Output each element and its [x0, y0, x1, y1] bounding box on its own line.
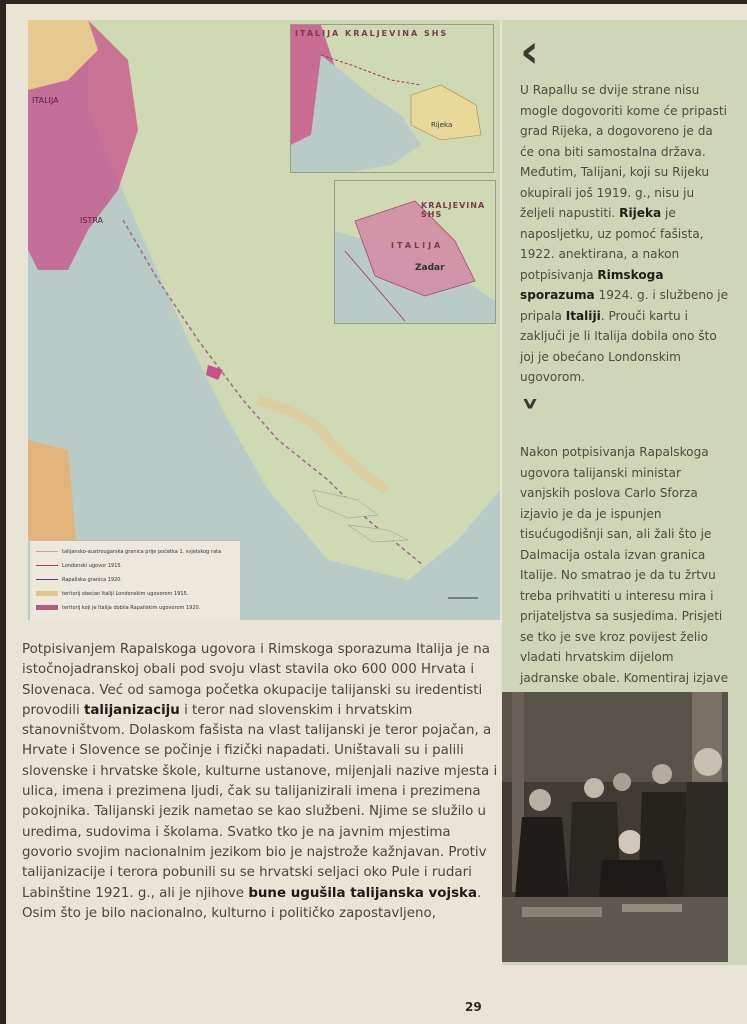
chevron-left-icon: ‹ — [520, 24, 539, 78]
inset2-title: KRALJEVINA SHS — [421, 201, 486, 219]
inset-map-zadar — [334, 180, 496, 324]
inset1-title: ITALIJA KRALJEVINA SHS — [295, 29, 449, 38]
legend-item: talijansko-austrougarska granica prije početka 1. svjetskog rata — [36, 549, 221, 555]
body-paragraph: Potpisivanjem Rapalskoga ugovora i Rimskoga sporazuma Italija je na istočnojadranskoj obali pod svoju vlast stavila oko 600 000 Hrvata i Slovenaca. Već od samoga početka okupacije talijanski su iredentisti provodili talijanizaciju i teror nad slovenskim i hrvatskim stanovništvom. Dolaskom fašista na vlast talijanski je teror pojačan, a Hrvate i Slovence se počinje i fizički napadati. Uništavali su i palili slovenske i hrvatske škole, kulturne ustanove, mijenjali nazive mjesta i ulica, imena i prezimena ljudi, čak su talijanizirali imena i prezimena pokojnika. Talijanski jezik nametao se kao službeni. Njime se služilo u uredima, sudovima i školama. Svatko tko je na javnim mjestima govorio svojim nacionalnim jezikom bio je najstrože kažnjavan. Protiv talijanizacije i terora pobunili su se hrvatski seljaci oko Pule i rudari Labinštine 1921. g., ali je njihove bune ugušila talijanska vojska. Osim što je bilo nacionalno, kulturno i političko zapostavljeno, — [22, 642, 498, 921]
map-label-italy: ITALIJA — [32, 96, 59, 105]
legend-item: teritorij koji je Italija dobila Rapallskim ugovorom 1920. — [36, 605, 200, 611]
legend-item: teritorij obećan Italiji Londonskim ugovorom 1915. — [36, 591, 188, 597]
historical-photo — [502, 692, 728, 962]
inset2-country: ITALIJA — [391, 241, 444, 250]
highlight-treaty: Rimskoga sporazuma — [520, 267, 664, 302]
page-number: 29 — [465, 1000, 482, 1014]
inset-map-rijeka — [290, 24, 494, 173]
inset1-city: Rijeka — [431, 121, 453, 129]
map-label-istria: ISTRA — [80, 216, 104, 225]
legend-swatch — [36, 591, 58, 596]
map-legend — [30, 540, 240, 620]
legend-swatch — [36, 605, 58, 610]
highlight-italy: Italiji — [565, 308, 601, 323]
highlight-rijeka: Rijeka — [619, 206, 662, 220]
chevron-down-icon: ˅ — [520, 395, 540, 441]
term-bune-ugusila: bune ugušila talijanska vojska — [248, 885, 477, 901]
historical-map — [28, 20, 500, 620]
legend-item: Rapallska granica 1920. — [36, 577, 122, 583]
legend-swatch — [36, 565, 58, 566]
legend-swatch — [36, 551, 58, 552]
sidebar-box-rijeka: U Rapallu se dvije strane nisu mogle dogovoriti kome će pripasti grad Rijeka, a dogovoreno je da će ona biti samostalna država. Međutim, Talijani, koji su Rijeku okupirali još 1919. g., nisu ju željeli napustiti. Rijeka je naposljetku, uz pomoć fašista, 1922. anektirana, a nakon potpisivanja Rimskoga sporazuma 1924. g. i službeno je pripala Italiji. Prouči kartu i zaključi je li Italija dobila ono što joj je obećano Londonskim ugovorom. — [520, 83, 729, 384]
term-talijanizacija: talijanizaciju — [83, 702, 180, 718]
legend-item: Londonski ugovor 1915. — [36, 563, 122, 569]
sidebar-box-sforza: Nakon potpisivanja Rapalskoga ugovora talijanski ministar vanjskih poslova Carlo Sforza izjavio je da je ispunjen tisućugodišnji san, ali žali što je Dalmacija ostala izvan granica Italije. No smatrao je da tu žrtvu treba prihvatiti u interesu mira i prijateljstva sa susjedima. Prisjeti se tko je sve kroz povijest želio vladati hrvatskim dijelom jadranske obale. Komentiraj izjave — [520, 445, 729, 685]
inset2-city: Zadar — [415, 263, 445, 273]
legend-swatch — [36, 579, 58, 580]
photo-drawing — [502, 692, 728, 962]
main-body-text — [22, 640, 500, 924]
